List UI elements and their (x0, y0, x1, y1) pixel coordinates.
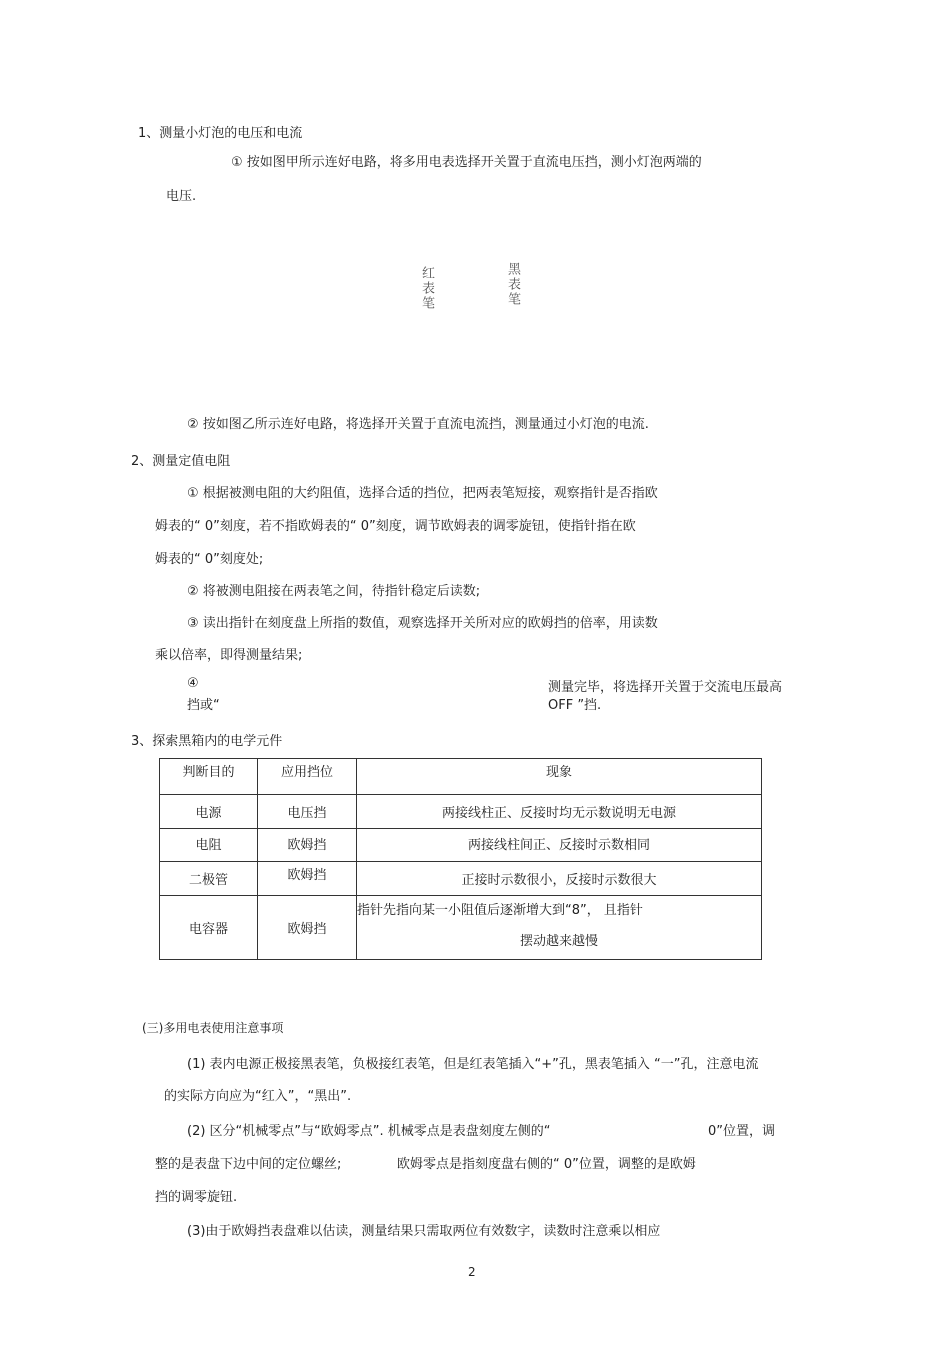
s2-p4-number: ④ (187, 676, 199, 691)
s2-p1-line-c: 姆表的“ 0”刻度处; (155, 552, 264, 567)
table-cell: 电阻 (160, 829, 258, 862)
table-header-cell: 现象 (357, 759, 762, 795)
table-cell-multiline (357, 896, 762, 960)
note-1-line-b: 的实际方向应为“红入”，“黑出”. (164, 1089, 352, 1104)
black-box-table (159, 758, 762, 960)
table-header-cell: 判断目的 (160, 759, 258, 795)
section-2-title: 2、测量定值电阻 (131, 454, 231, 469)
s2-p2: ② 将被测电阻接在两表笔之间，待指针稳定后读数; (187, 584, 481, 599)
note-2-line-c: 挡的调零旋钮. (155, 1190, 238, 1205)
table-cell-line-2: 摆动越来越慢 (519, 934, 598, 949)
note-2-line-b-left: 整的是表盘下边中间的定位螺丝; (155, 1157, 342, 1172)
note-2-line-a-left: (2) 区分“机械零点”与“欧姆零点”. 机械零点是表盘刻度左侧的“ (187, 1124, 551, 1139)
s2-p1-line-b: 姆表的“ 0”刻度，若不指欧姆表的“ 0”刻度，调节欧姆表的调零旋钮，使指针指在欧 (155, 519, 636, 534)
table-cell: 两接线柱间正、反接时示数相同 (357, 829, 762, 862)
s2-p4-right-a: 测量完毕，将选择开关置于交流电压最高 (548, 680, 783, 695)
table-cell: 欧姆挡 (258, 896, 357, 960)
table-cell: 电容器 (160, 896, 258, 960)
page-number: 2 (468, 1265, 476, 1279)
section-3-title: 3、探索黑箱内的电学元件 (131, 734, 283, 749)
table-header-cell: 应用挡位 (258, 759, 357, 795)
s2-p4-left: 挡或“ (187, 698, 220, 713)
table-cell-line-1: 指针先指向某一小阻值后逐渐增大到“8”， 且指针 (357, 903, 643, 918)
note-3: (3)由于欧姆挡表盘难以估读，测量结果只需取两位有效数字，读数时注意乘以相应 (187, 1224, 661, 1239)
table-row (160, 829, 762, 862)
section-1-title: 1、测量小灯泡的电压和电流 (138, 126, 303, 141)
s2-p3-line-a: ③ 读出指针在刻度盘上所指的数值，观察选择开关所对应的欧姆挡的倍率，用读数 (187, 616, 658, 631)
table-cell: 正接时示数很小，反接时示数很大 (357, 862, 762, 896)
table-cell: 电压挡 (258, 795, 357, 829)
note-2-line-a-right: 0”位置，调 (708, 1124, 776, 1139)
s1-step2: ② 按如图乙所示连好电路，将选择开关置于直流电流挡，测量通过小灯泡的电流. (187, 417, 649, 432)
s2-p3-line-b: 乘以倍率，即得测量结果; (155, 648, 303, 663)
section-4-title: (三)多用电表使用注意事项 (142, 1021, 284, 1035)
s1-step1-line-b: 电压. (166, 189, 197, 204)
note-1-line-a: (1) 表内电源正极接黑表笔，负极接红表笔，但是红表笔插入“+”孔，黑表笔插入 “一”孔，注意电流 (187, 1057, 759, 1072)
table-header-row (160, 759, 762, 795)
s1-step1-line-a: ① 按如图甲所示连好电路，将多用电表选择开关置于直流电压挡，测小灯泡两端的 (231, 155, 702, 170)
table-cell: 欧姆挡 (258, 829, 357, 862)
black-probe-label: 黑表笔 (505, 262, 520, 307)
table-row (160, 795, 762, 829)
table-cell: 二极管 (160, 862, 258, 896)
table-cell: 电源 (160, 795, 258, 829)
table-cell: 两接线柱正、反接时均无示数说明无电源 (357, 795, 762, 829)
note-2-line-b-right: 欧姆零点是指刻度盘右侧的“ 0”位置，调整的是欧姆 (397, 1157, 696, 1172)
red-probe-label: 红表笔 (419, 266, 434, 311)
s2-p1-line-a: ① 根据被测电阻的大约阻值，选择合适的挡位，把两表笔短接，观察指针是否指欧 (187, 486, 658, 501)
table-row (160, 896, 762, 960)
table-cell: 欧姆挡 (258, 862, 357, 896)
table-row (160, 862, 762, 896)
s2-p4-right-b: OFF ”挡. (548, 698, 602, 713)
